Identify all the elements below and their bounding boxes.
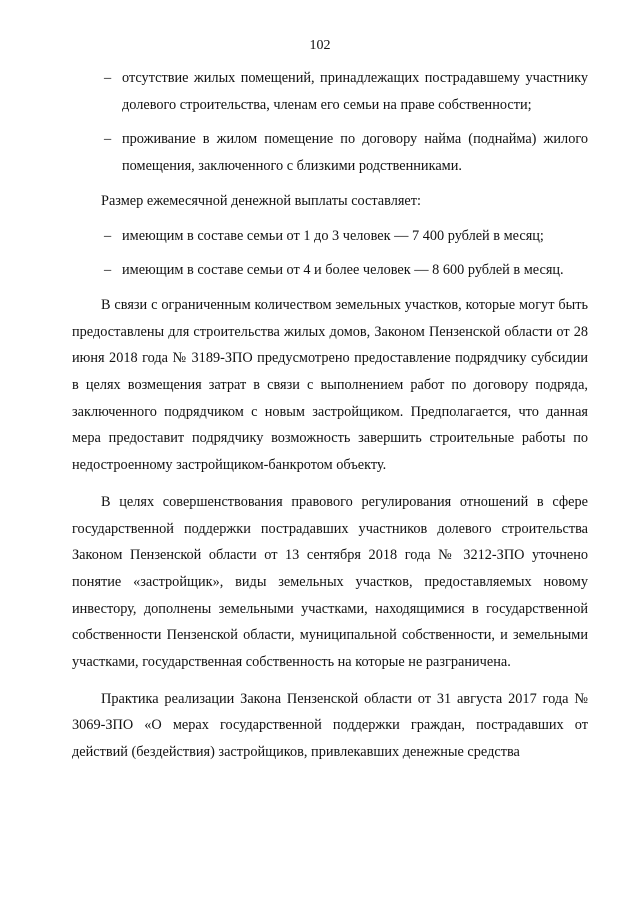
document-body <box>72 65 588 776</box>
paragraph: В целях совершенствования правового регулирования отношений в сфере государственной поддержки пострадавших участников долевого строительства Законом Пензенской области от 13 сентября 2018 года № 3212-ЗПО уточнено понятие «застройщик», виды земельных участков, предоставляемых новому инвестору, дополнены земельными участками, находящимися в государственной собственности Пензенской области, муниципальной собственности, и земельными участками, государственная собственность на которые не разграничена. <box>72 493 588 671</box>
list-item-text: имеющим в составе семьи от 4 и более человек — 8 600 рублей в месяц. <box>122 262 564 279</box>
list-item <box>72 65 588 118</box>
dash-bullet: – <box>104 262 112 279</box>
payment-intro: Размер ежемесячной денежной выплаты составляет: <box>101 192 421 209</box>
list-item <box>72 257 588 284</box>
dash-bullet: – <box>104 70 112 86</box>
paragraph: В связи с ограниченным количеством земельных участков, которые могут быть предоставлены для строительства жилых домов, Законом Пензенской области от 28 июня 2018 года № 3189-ЗПО предусмотрено предоставление подрядчику субсидии в целях возмещения затрат в связи с выполнением работ по договору подряда, заключенного подрядчиком с новым застройщиком. Предполагается, что данная мера предоставит подрядчику возможность завершить строительные работы по недостроенному застройщиком-банкротом объекту. <box>72 296 588 474</box>
paragraph: Практика реализации Закона Пензенской области от 31 августа 2017 года № 3069-ЗПО «О мерах государственной поддержки граждан, пострадавших от действий (бездействия) застройщиков, привлекавших денежные средства <box>72 690 588 761</box>
list-item <box>72 126 588 179</box>
list-item-text: проживание в жилом помещение по договору найма (поднайма) жилого помещения, заключенного с близкими родственниками. <box>122 131 588 175</box>
list-item-text: отсутствие жилых помещений, принадлежащих пострадавшему участнику долевого строительства, членам его семьи на праве собственности; <box>122 70 588 113</box>
dash-bullet: – <box>104 227 112 244</box>
dash-bullet: – <box>104 131 112 148</box>
page-number: 102 <box>309 38 331 53</box>
list-item-text: имеющим в составе семьи от 1 до 3 человек — 7 400 рублей в месяц; <box>122 227 544 244</box>
list-item <box>72 223 588 250</box>
